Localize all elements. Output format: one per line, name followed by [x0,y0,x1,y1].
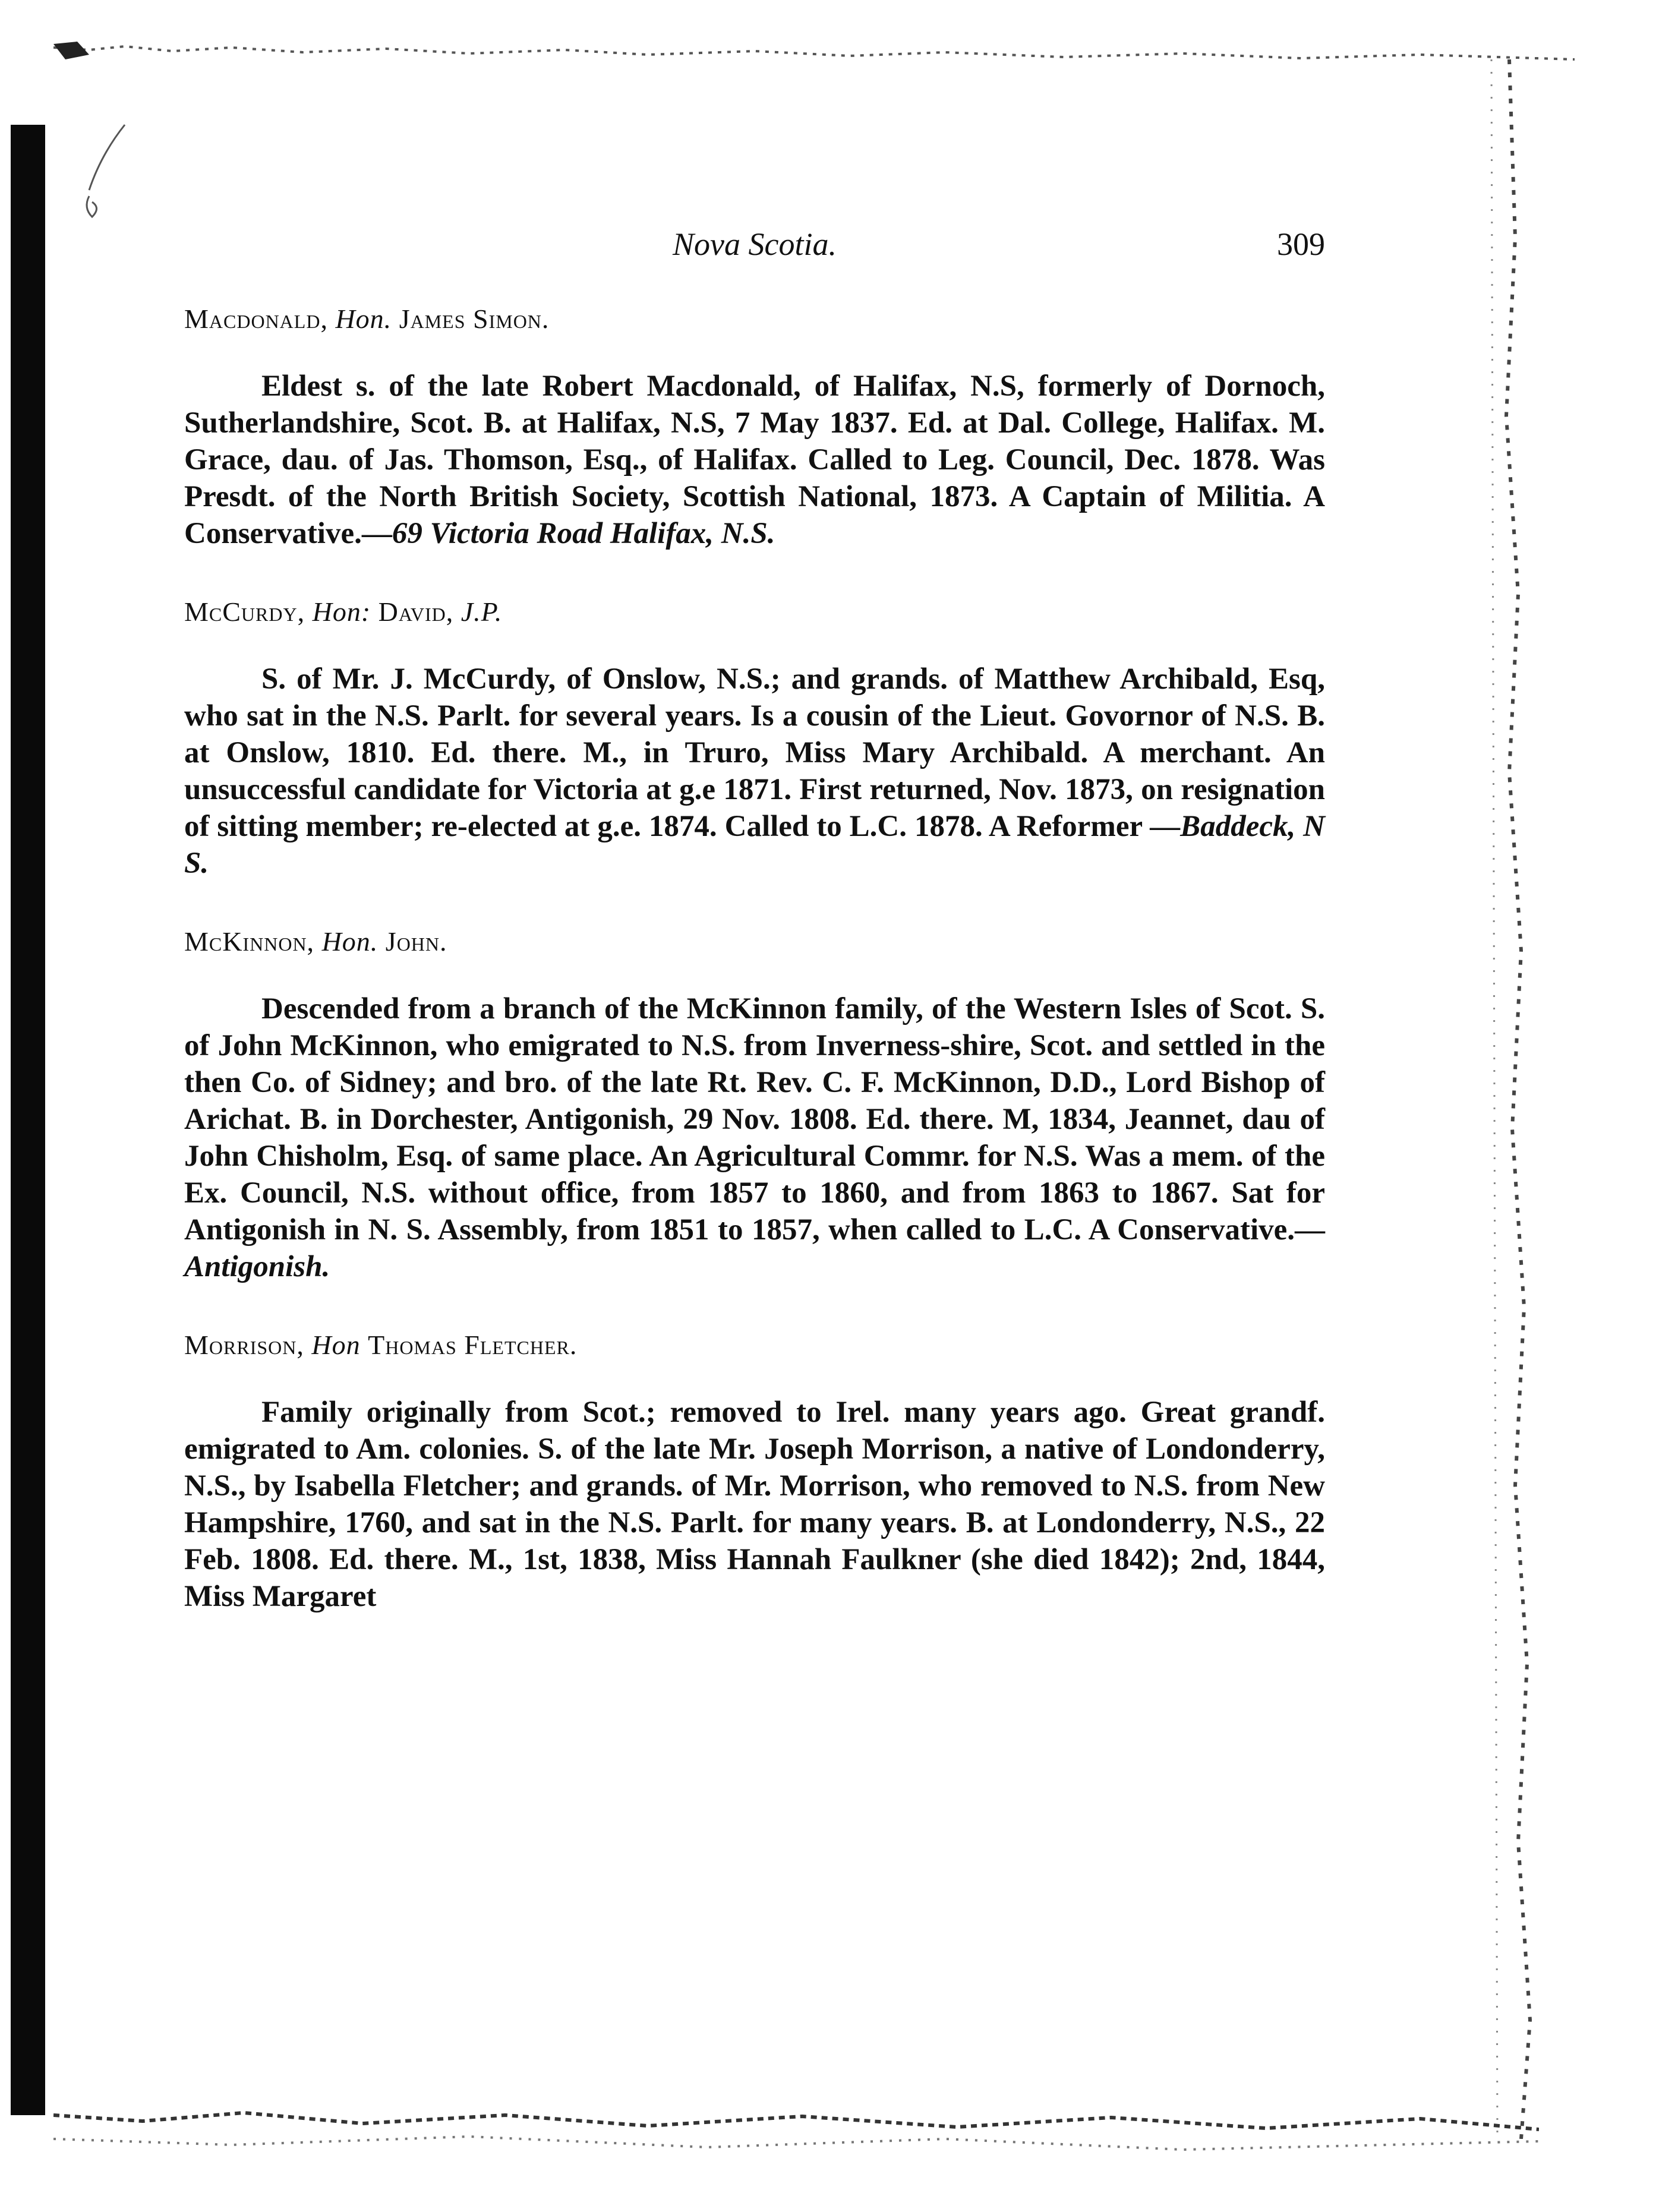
entry-suffix: J.P. [460,597,503,627]
biography-entry [184,596,1325,882]
entry-text: Descended from a branch of the McKinnon family, of the Western Isles of Scot. S. of John McKinnon, who emigrated to N.S. from Inverness-shire, Scot. and settled in the then Co. of Sidney; and bro. of the late Rt. Rev. C. F. McKinnon, D.D., Lord Bishop of Arichat. B. in Dorchester, Antigonish, 29 Nov. 1808. Ed. there. M, 1834, Jeannet, dau of John Chisholm, Esq. of same place. An Agricultural Commr. for N.S. Was a mem. of the Ex. Council, N.S. without office, from 1857 to 1860, and from 1863 to 1867. Sat for Antigonish in N. S. Assembly, from 1851 to 1857, when called to L.C. A Conservative.— [184,992,1325,1247]
scan-top-edge-noise [53,42,1575,65]
entry-address: Antigonish. [184,1250,330,1283]
entry-heading [184,1329,1325,1361]
entry-given-names: David, [378,597,454,627]
entry-given-names: Thomas Fletcher. [368,1330,578,1360]
biography-entry [184,303,1325,552]
scan-binding-shadow [11,125,45,2115]
entry-body [184,661,1325,882]
biography-entry [184,1329,1325,1615]
entry-surname: McCurdy, [184,597,305,627]
entry-heading [184,926,1325,957]
entry-given-names: James Simon. [399,304,550,334]
entry-given-names: John. [385,926,447,957]
pencil-margin-mark [77,119,137,238]
entry-surname: McKinnon, [184,926,315,957]
entry-honorific: Hon [311,1330,361,1360]
entry-honorific: Hon. [321,926,379,957]
entry-address: 69 Victoria Road Halifax, N.S. [392,517,775,550]
entry-text: Eldest s. of the late Robert Macdonald, of Halifax, N.S, formerly of Dornoch, Sutherlandshire, Scot. B. at Halifax, N.S, 7 May 1837. Ed. at Dal. College, Halifax. M. Grace, dau. of Jas. Thomson, Esq., of Halifax. Called to Leg. Council, Dec. 1878. Was Presdt. of the North British Society, Scottish National, 1873. A Captain of Militia. A Conservative.— [184,370,1325,550]
running-header [184,226,1325,273]
entry-body [184,990,1325,1285]
entry-body [184,1394,1325,1615]
entry-surname: Macdonald, [184,304,328,334]
entry-honorific: Hon. [335,304,392,334]
entry-address: Baddeck, N S. [184,810,1325,880]
entry-body [184,368,1325,552]
entry-text: S. of Mr. J. McCurdy, of Onslow, N.S.; and grands. of Matthew Archibald, Esq, who sat in the N.S. Parlt. for several years. Is a cousin of the Lieut. Govornor of N.S. B. at Onslow, 1810. Ed. there. M., in Truro, Miss Mary Archibald. A merchant. An unsuccessful candidate for Victoria at g.e 1871. First returned, Nov. 1873, on resignation of sitting member; re-elected at g.e. 1874. Called to L.C. 1878. A Reformer — [184,662,1325,843]
entry-heading [184,303,1325,335]
entry-heading [184,596,1325,627]
entry-surname: Morrison, [184,1330,304,1360]
entry-honorific: Hon: [312,597,371,627]
entry-text: Family originally from Scot.; removed to Irel. many years ago. Great grandf. emigrated to Am. colonies. S. of the late Mr. Joseph Morrison, a native of Londonderry, N.S., by Isabella Fletcher; and grands. of Mr. Morrison, who removed to N.S. from New Hampshire, 1760, and sat in the N.S. Parlt. for many years. B. at Londonderry, N.S., 22 Feb. 1808. Ed. there. M., 1st, 1838, Miss Hannah Faulkner (she died 1842); 2nd, 1844, Miss Margaret [184,1396,1325,1613]
page-content [184,226,1325,1659]
scan-right-edge-noise [1474,59,1539,2139]
scan-bottom-edge-noise [53,2080,1539,2175]
page-number: 309 [1277,226,1325,262]
running-title: Nova Scotia. [673,226,837,262]
biography-entry [184,926,1325,1285]
